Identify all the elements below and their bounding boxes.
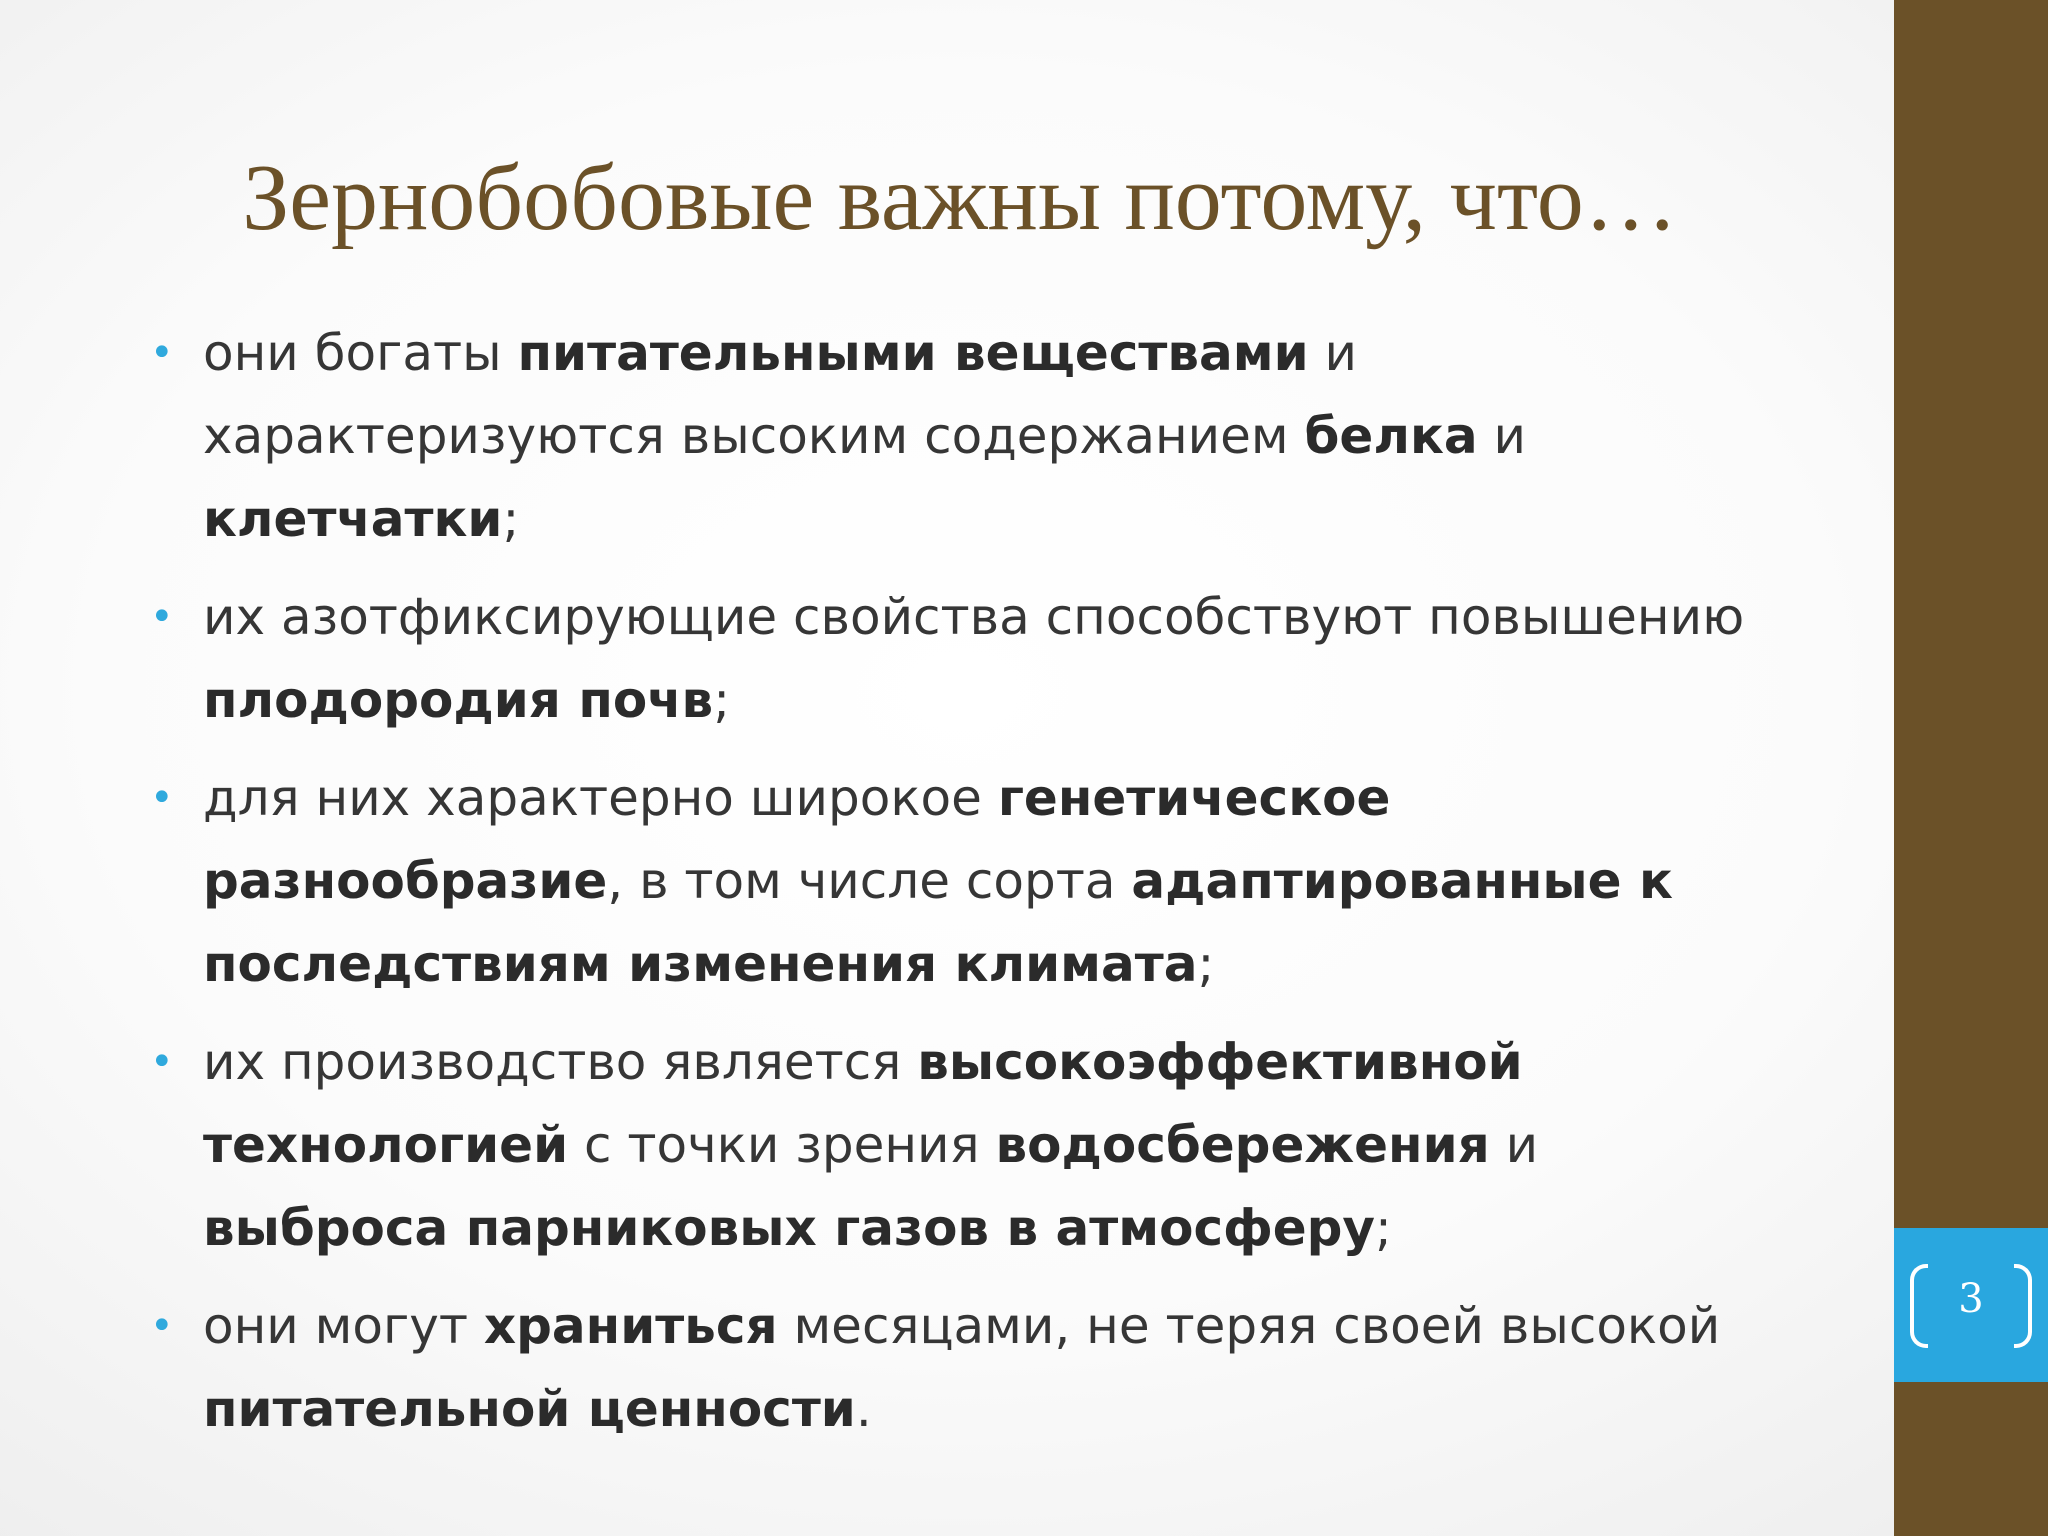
text-segment: месяцами, не теряя своей высокой <box>777 1297 1721 1355</box>
bullet-dot-icon: • <box>150 1039 174 1085</box>
bullet-item <box>150 1021 1750 1270</box>
bullet-text <box>203 588 1744 729</box>
bullet-list <box>150 312 1750 1466</box>
text-segment: и <box>1477 407 1527 465</box>
bullet-item <box>150 312 1750 561</box>
text-segment: они могут <box>203 1297 484 1355</box>
text-segment: их производство является <box>203 1033 918 1091</box>
bold-text-segment: клетчатки <box>203 490 503 548</box>
text-segment: для них характерно широкое <box>203 769 998 827</box>
text-segment: ; <box>1375 1199 1392 1257</box>
bold-text-segment: водосбережения <box>995 1116 1490 1174</box>
text-segment: они богаты <box>203 324 518 382</box>
bold-text-segment: плодородия почв <box>203 671 714 729</box>
bold-text-segment: храниться <box>483 1297 778 1355</box>
bold-text-segment: адаптированные к последствиям изменения климата <box>203 852 1673 993</box>
bullet-text <box>203 1297 1720 1438</box>
bullet-dot-icon: • <box>150 330 174 376</box>
text-segment: ; <box>502 490 520 548</box>
bold-text-segment: питательной ценности <box>203 1380 856 1438</box>
bullet-text <box>203 324 1526 548</box>
bold-text-segment: генетическое разнообразие <box>203 769 1391 910</box>
text-segment: с точки зрения <box>568 1116 996 1174</box>
right-bracket-icon <box>2014 1264 2032 1348</box>
bullet-item <box>150 1285 1750 1451</box>
text-segment: , в том числе сорта <box>607 852 1132 910</box>
slide-title: Зернобобовые важны потому, что… <box>242 146 1678 250</box>
bullet-dot-icon: • <box>150 1303 174 1349</box>
page-number: 3 <box>1958 1276 1984 1322</box>
text-segment: . <box>855 1380 872 1438</box>
bullet-text <box>203 769 1673 993</box>
bullet-text <box>203 1033 1538 1257</box>
bullet-dot-icon: • <box>150 594 174 640</box>
text-segment: ; <box>1197 935 1215 993</box>
bold-text-segment: высокоэффективной технологией <box>203 1033 1523 1174</box>
bullet-dot-icon: • <box>150 775 174 821</box>
text-segment: ; <box>713 671 731 729</box>
bullet-item <box>150 576 1750 742</box>
bold-text-segment: белка <box>1304 407 1478 465</box>
page-number-badge <box>1894 1228 2048 1382</box>
text-segment: их азотфиксирующие свойства способствуют повышению <box>203 588 1745 646</box>
bullet-item <box>150 757 1750 1006</box>
bold-text-segment: выброса парниковых газов в атмосферу <box>203 1199 1375 1257</box>
text-segment: и характеризуются высоким содержанием <box>203 324 1358 465</box>
text-segment: и <box>1489 1116 1539 1174</box>
bold-text-segment: питательными веществами <box>517 324 1309 382</box>
